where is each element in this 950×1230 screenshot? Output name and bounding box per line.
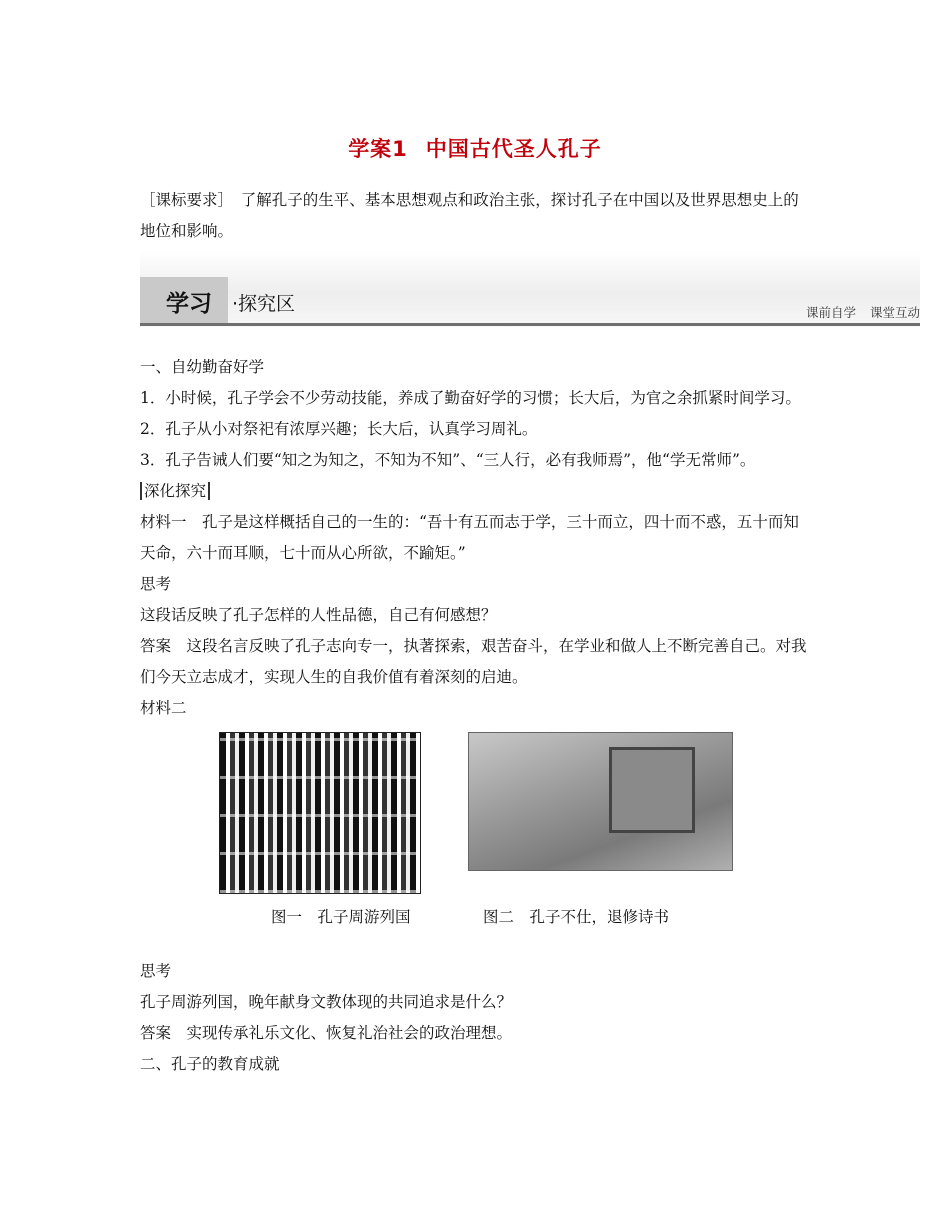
figure-caption: 图一 孔子周游列国 xyxy=(271,908,411,926)
section-heading: 二、孔子的教育成就 xyxy=(140,1055,280,1073)
page-title xyxy=(0,133,950,163)
section-heading: 一、自幼勤奋好学 xyxy=(140,358,265,376)
answer-two: 答案 实现传承礼乐文化、恢复礼治社会的政治理想。 xyxy=(140,1024,513,1042)
lesson-title: 中国古代圣人孔子 xyxy=(425,137,602,161)
list-item: 3．孔子告诫人们要“知之为知之，不知为不知”、“三人行，必有我师焉”，他“学无常师”。 xyxy=(140,451,756,469)
lesson-number: 学案1 xyxy=(348,137,408,161)
list-item: 2．孔子从小对祭祀有浓厚兴趣；长大后，认真学习周礼。 xyxy=(140,420,538,438)
section-banner xyxy=(140,251,920,327)
curriculum-requirement: ［课标要求］ 了解孔子的生平、基本思想观点和政治主张，探讨孔子在中国以及世界思想史上的地位和影响。 xyxy=(140,191,799,240)
main-content xyxy=(140,352,812,1080)
banner-right-label-1: 课前自学 xyxy=(805,305,856,320)
banner-sub-label: ·探究区 xyxy=(232,293,296,315)
figure-confucius-teaching-image xyxy=(468,732,733,871)
banner-main-label: 学习 xyxy=(166,291,212,317)
banner-block xyxy=(140,277,228,323)
banner-right-labels xyxy=(806,303,920,321)
think-label: 思考 xyxy=(140,962,172,980)
figures xyxy=(140,724,812,956)
banner-right-label-2: 课堂互动 xyxy=(869,305,920,320)
deep-explore-row xyxy=(140,476,812,507)
question-two: 孔子周游列国，晚年献身文教体现的共同追求是什么？ xyxy=(140,993,513,1011)
question-one: 这段话反映了孔子怎样的人性品德，自己有何感想？ xyxy=(140,606,497,624)
banner-rule xyxy=(140,323,920,326)
figure-confucius-travels-image xyxy=(219,732,421,894)
material-two: 材料二 xyxy=(140,699,187,717)
deep-explore-tag: 深化探究 xyxy=(140,482,210,500)
list-item: 1．小时候，孔子学会不少劳动技能，养成了勤奋好学的习惯；长大后，为官之余抓紧时间学习。 xyxy=(140,389,801,407)
figure-caption: 图二 孔子不仕，退修诗书 xyxy=(483,908,670,926)
answer-one: 答案 这段名言反映了孔子志向专一，执著探索，艰苦奋斗，在学业和做人上不断完善自己。对我们今天立志成才，实现人生的自我价值有着深刻的启迪。 xyxy=(140,637,807,686)
think-label: 思考 xyxy=(140,575,172,593)
material-one: 材料一 孔子是这样概括自己的一生的：“吾十有五而志于学，三十而立，四十而不惑，五十而知天命，六十而耳顺，七十而从心所欲，不踰矩。” xyxy=(140,513,799,562)
